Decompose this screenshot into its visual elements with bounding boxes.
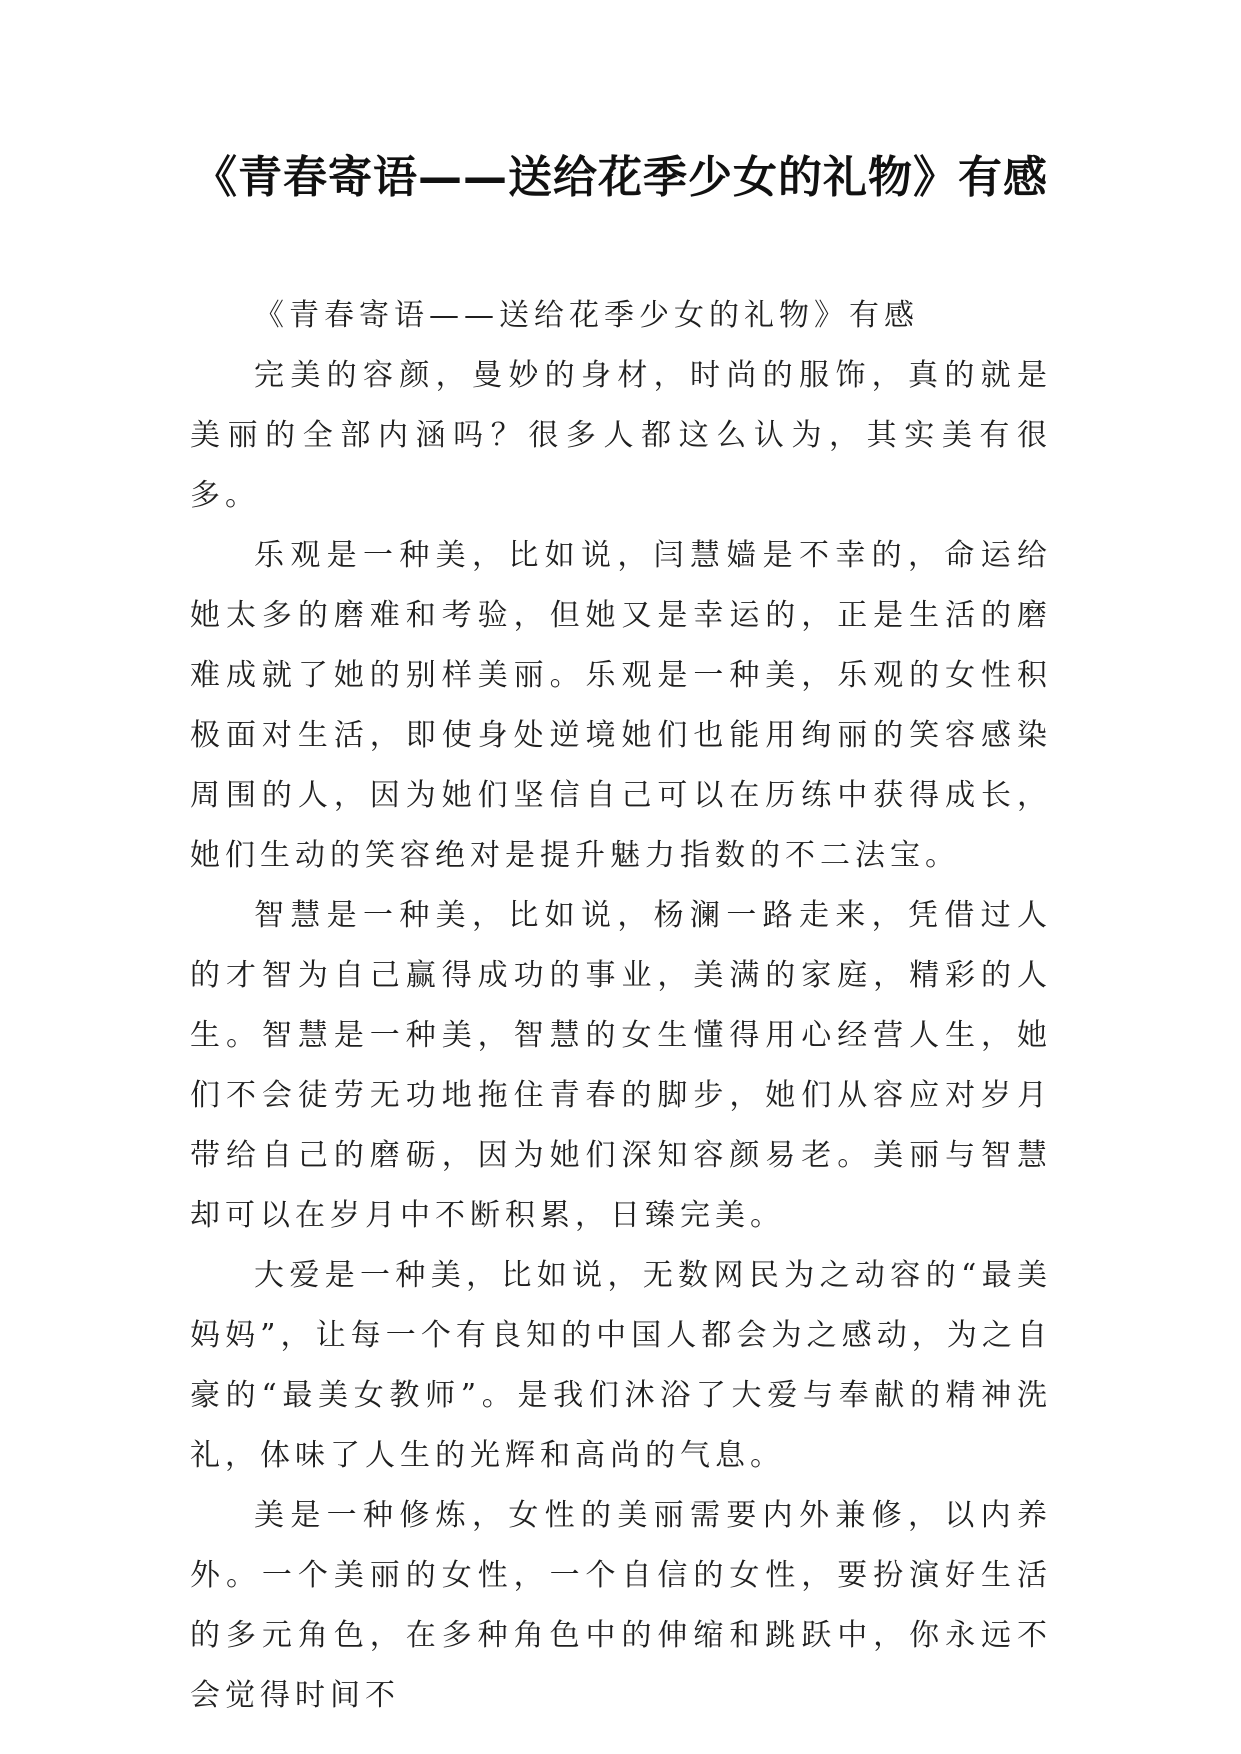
- paragraph-intro: 完美的容颜，曼妙的身材，时尚的服饰，真的就是美丽的全部内涵吗？很多人都这么认为，其实美有很多。: [190, 358, 1052, 513]
- paragraph-optimism: 乐观是一种美，比如说，闫慧嫱是不幸的，命运给她太多的磨难和考验，但她又是幸运的，正是生活的磨难成就了她的别样美丽。乐观是一种美，乐观的女性积极面对生活，即使身处逆境她们也能用绚丽的笑容感染周围的人，因为她们坚信自己可以在历练中获得成长，她们生动的笑容绝对是提升魅力指数的不二法宝。: [190, 538, 1052, 873]
- document-title: 《青春寄语——送给花季少女的礼物》有感: [193, 152, 1048, 203]
- paragraph-great-love: 大爱是一种美，比如说，无数网民为之动容的“最美妈妈”，让每一个有良知的中国人都会为之感动，为之自豪的“最美女教师”。是我们沐浴了大爱与奉献的精神洗礼，体味了人生的光辉和高尚的气息。: [190, 1258, 1052, 1473]
- document-body: [190, 286, 1052, 1726]
- paragraph-cultivation: 美是一种修炼，女性的美丽需要内外兼修，以内养外。一个美丽的女性，一个自信的女性，要扮演好生活的多元角色，在多种角色中的伸缩和跳跃中，你永远不会觉得时间不: [190, 1498, 1052, 1713]
- paragraph-subtitle: 《青春寄语——送给花季少女的礼物》有感: [254, 298, 919, 333]
- paragraph-wisdom: 智慧是一种美，比如说，杨澜一路走来，凭借过人的才智为自己赢得成功的事业，美满的家庭，精彩的人生。智慧是一种美，智慧的女生懂得用心经营人生，她们不会徒劳无功地拖住青春的脚步，她们从容应对岁月带给自己的磨砺，因为她们深知容颜易老。美丽与智慧却可以在岁月中不断积累，日臻完美。: [190, 898, 1052, 1233]
